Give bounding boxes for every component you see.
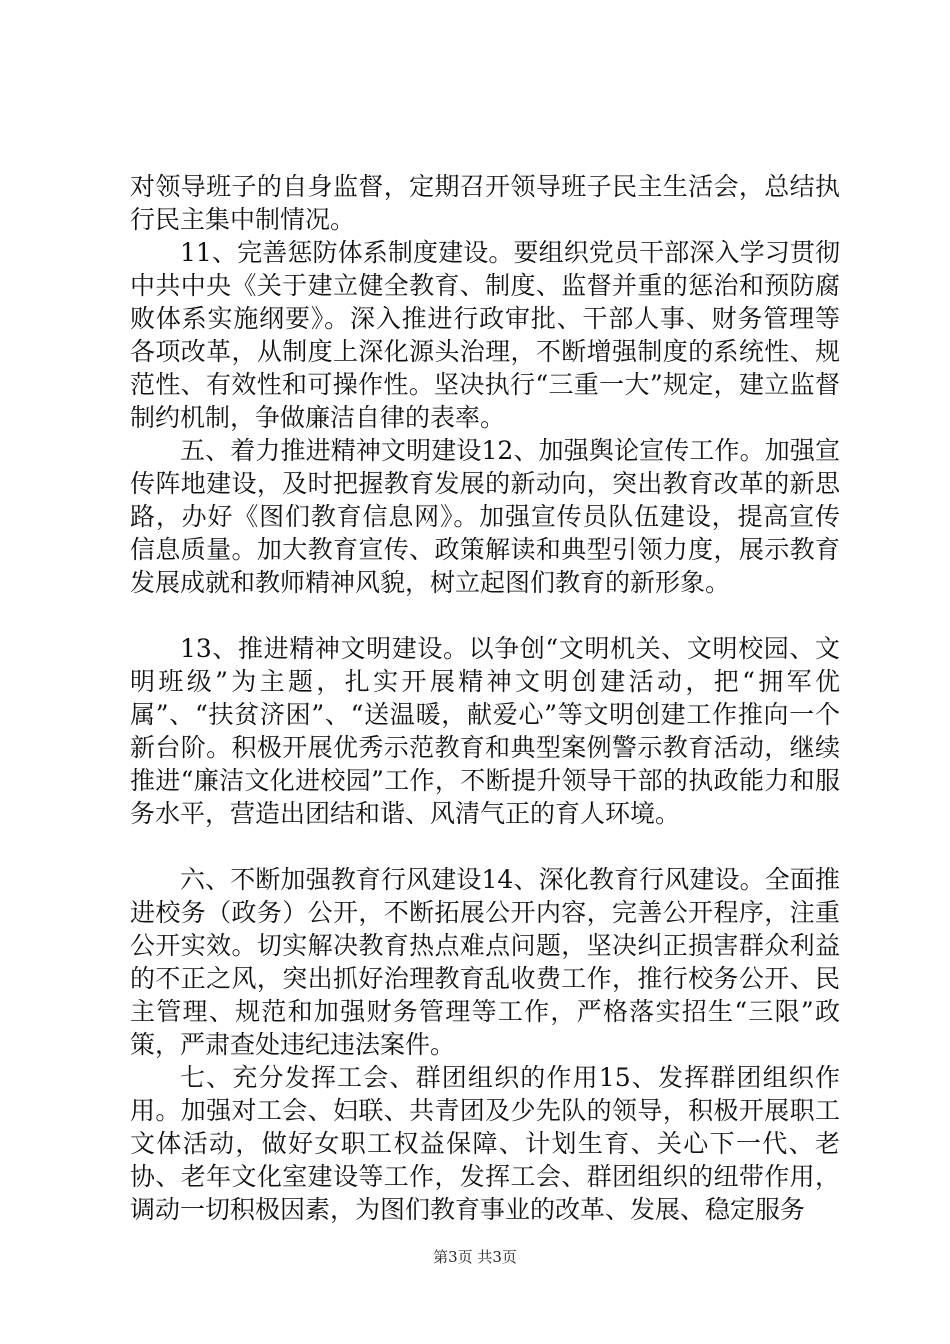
paragraph-4: 13、推进精神文明建设。以争创“文明机关、文明校园、文明班级”为主题，扎实开展精神文明创建活动，把“拥军优属”、“扶贫济困”、“送温暖，献爱心”等文明创建工作推向一个新台阶。积极开展优秀示范教育和典型案例警示教育活动，继续推进“廉洁文化进校园”工作，不断提升领导干部的执政能力和服务水平，营造出团结和谐、风清气正的育人环境。 <box>130 634 840 828</box>
paragraph-1: 对领导班子的自身监督，定期召开领导班子民主生活会，总结执行民主集中制情况。 <box>130 172 840 234</box>
document-body <box>130 170 840 1226</box>
paragraph-5: 六、不断加强教育行风建设14、深化教育行风建设。全面推进校务（政务）公开，不断拓展公开内容，完善公开程序，注重公开实效。切实解决教育热点难点问题，坚决纠正损害群众利益的不正之风，突出抓好治理教育乱收费工作，推行校务公开、民主管理、规范和加强财务管理等工作，严格落实招生“三限”政策，严肃查处违纪违法案件。 <box>130 865 840 1059</box>
page-footer: 第3页 共3页 <box>433 1248 517 1266</box>
paragraph-2: 11、完善惩防体系制度建设。要组织党员干部深入学习贯彻中共中央《关于建立健全教育、制度、监督并重的惩治和预防腐败体系实施纲要》。深入推进行政审批、干部人事、财务管理等各项改革，从制度上深化源头治理，不断增强制度的系统性、规范性、有效性和可操作性。坚决执行“三重一大”规定，建立监督制约机制，争做廉洁自律的表率。 <box>130 238 840 432</box>
paragraph-gap <box>130 599 840 632</box>
paragraph-3: 五、着力推进精神文明建设12、加强舆论宣传工作。加强宣传阵地建设，及时把握教育发展的新动向，突出教育改革的新思路，办好《图们教育信息网》。加强宣传员队伍建设，提高宣传信息质量。加大教育宣传、政策解读和典型引领力度，展示教育发展成就和教师精神风貌，树立起图们教育的新形象。 <box>130 436 840 597</box>
paragraph-gap <box>130 830 840 863</box>
paragraph-6: 七、充分发挥工会、群团组织的作用15、发挥群团组织作用。加强对工会、妇联、共青团及少先队的领导，积极开展职工文体活动，做好女职工权益保障、计划生育、关心下一代、老协、老年文化室建设等工作，发挥工会、群团组织的纽带作用，调动一切积极因素，为图们教育事业的改革、发展、稳定服务 <box>130 1063 840 1224</box>
